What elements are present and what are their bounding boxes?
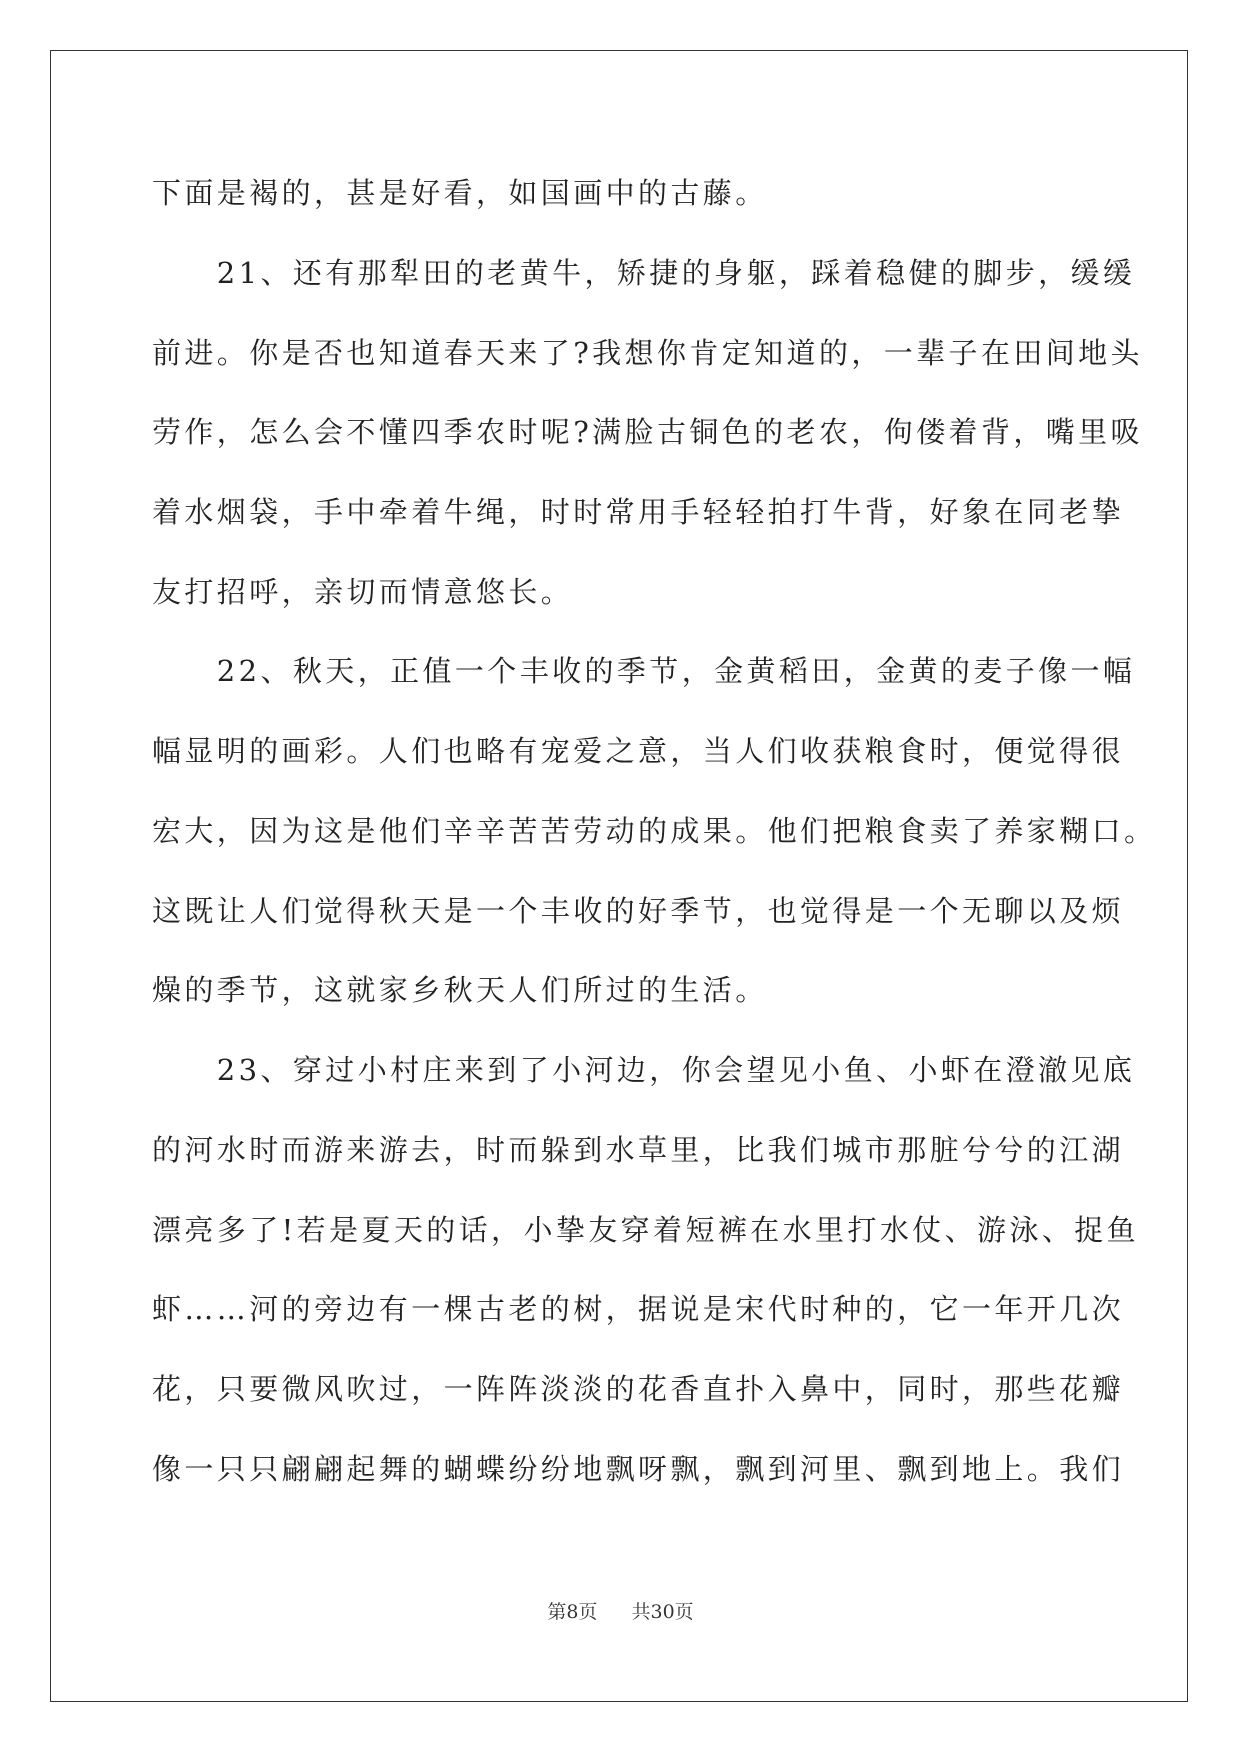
text-line: 劳作，怎么会不懂四季农时呢?满脸古铜色的老农，佝偻着背，嘴里吸 [152,415,1143,449]
text-line: 像一只只翩翩起舞的蝴蝶纷纷地飘呀飘，飘到河里、飘到地上。我们 [152,1452,1125,1486]
text-line: 燥的季节，这就家乡秋天人们所过的生活。 [152,973,768,1007]
text-line: 23、穿过小村庄来到了小河边，你会望见小鱼、小虾在澄澈见底 [152,1053,1136,1087]
text-line: 漂亮多了!若是夏天的话，小挚友穿着短裤在水里打水仗、游泳、捉鱼 [152,1213,1140,1247]
total-pages: 共30页 [631,1601,694,1623]
text-line: 着水烟袋，手中牵着牛绳，时时常用手轻轻拍打牛背，好象在同老挚 [152,495,1125,529]
text-line: 22、秋天，正值一个丰收的季节，金黄稻田，金黄的麦子像一幅 [152,654,1136,688]
text-line: 宏大，因为这是他们辛辛苦苦劳动的成果。他们把粮食卖了养家糊口。 [152,814,1157,848]
page-footer [0,1600,1241,1624]
text-line: 虾……河的旁边有一棵古老的树，据说是宋代时种的，它一年开几次 [152,1292,1125,1326]
current-page-number: 第8页 [547,1601,598,1623]
text-line: 幅显明的画彩。人们也略有宠爱之意，当人们收获粮食时，便觉得很 [152,734,1125,768]
text-line: 前进。你是否也知道春天来了?我想你肯定知道的，一辈子在田间地头 [152,336,1143,370]
text-line: 花，只要微风吹过，一阵阵淡淡的花香直扑入鼻中，同时，那些花瓣 [152,1372,1125,1406]
text-line: 21、还有那犁田的老黄牛，矫捷的身躯，踩着稳健的脚步，缓缓 [152,256,1136,290]
text-line: 下面是褐的，甚是好看，如国画中的古藤。 [152,176,768,210]
text-line: 这既让人们觉得秋天是一个丰收的好季节，也觉得是一个无聊以及烦 [152,894,1125,928]
text-line: 友打招呼，亲切而情意悠长。 [152,575,574,609]
text-line: 的河水时而游来游去，时而躲到水草里，比我们城市那脏兮兮的江湖 [152,1133,1125,1167]
